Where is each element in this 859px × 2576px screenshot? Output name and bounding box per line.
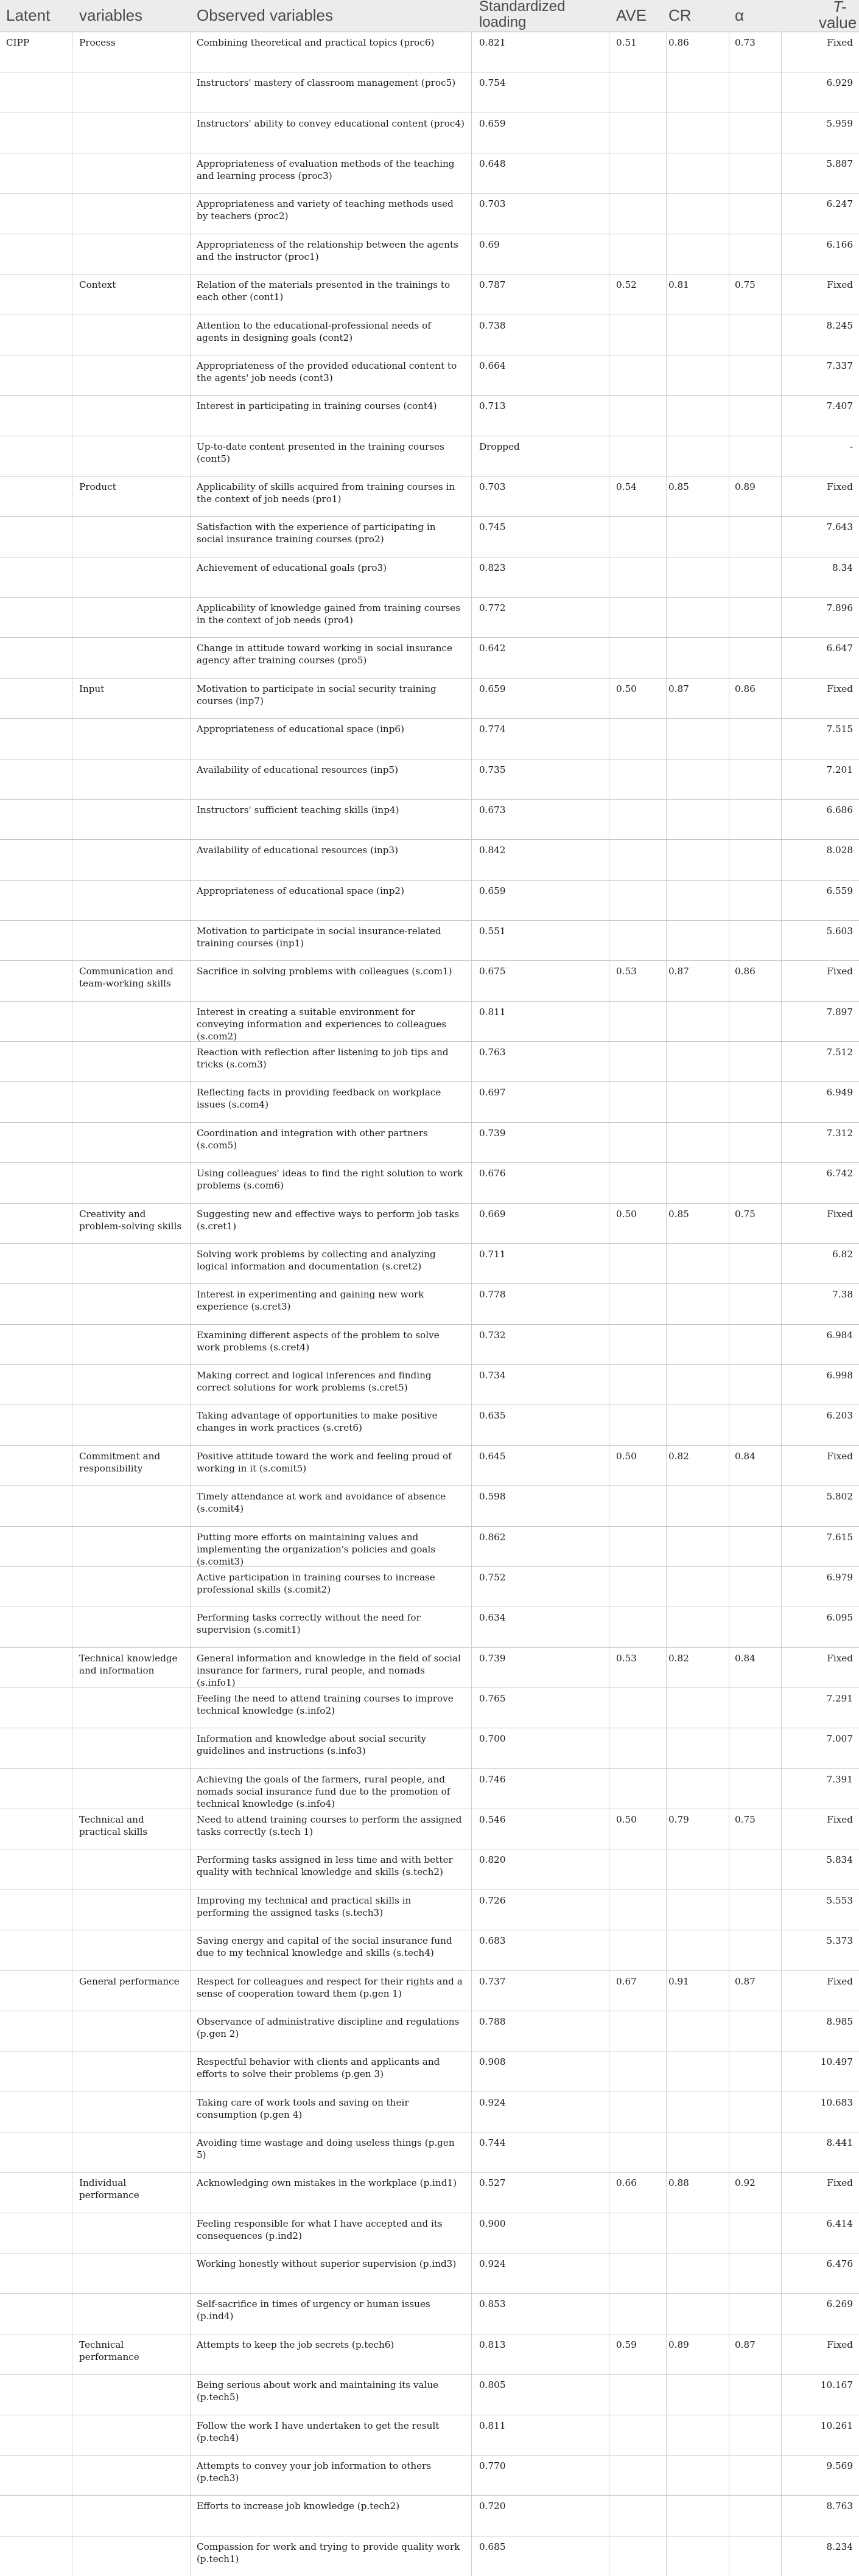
row-divider: [0, 1485, 859, 1486]
row-divider: [0, 1283, 859, 1284]
cell-loading: 0.703: [479, 198, 506, 210]
cell-variable: Commitment and responsibility: [79, 1450, 161, 1474]
cell-t-value: 6.82: [832, 1248, 853, 1260]
cell-t-value: 7.312: [826, 1127, 853, 1139]
cell-ave: 0.50: [616, 1814, 637, 1826]
cell-t-value: 7.007: [826, 1733, 853, 1745]
cell-t-value: 5.553: [826, 1894, 853, 1906]
row-divider: [0, 839, 859, 840]
cell-t-value: 7.897: [826, 1006, 853, 1017]
cell-observed: Examining different aspects of the problem to solve work problems (s.cret4): [197, 1329, 440, 1353]
cell-loading: 0.675: [479, 966, 506, 977]
header-tvalue-1: T-: [833, 0, 847, 16]
cell-loading: 0.720: [479, 2501, 506, 2512]
cell-t-value: -: [849, 441, 853, 452]
cell-loading: 0.805: [479, 2379, 506, 2391]
cell-t-value: 9.569: [826, 2460, 853, 2471]
cell-observed: Instructors' mastery of classroom management (proc5): [197, 77, 456, 89]
cell-ave: 0.66: [616, 2177, 637, 2189]
cell-observed: Solving work problems by collecting and analyzing logical information and documentation (s.cret2): [197, 1248, 436, 1272]
cell-ave: 0.54: [616, 481, 637, 493]
cell-variable: Product: [79, 481, 116, 493]
cell-observed: Positive attitude toward the work and feeling proud of working in it (s.comit5): [197, 1450, 452, 1474]
cell-loading: 0.823: [479, 562, 506, 573]
cell-loading: 0.664: [479, 360, 506, 371]
cell-loading: 0.676: [479, 1168, 506, 1179]
row-divider: [0, 1162, 859, 1163]
cell-loading: 0.811: [479, 2420, 506, 2431]
cell-loading: 0.685: [479, 2541, 506, 2552]
cell-observed: Interest in experimenting and gaining new work experience (s.cret3): [197, 1289, 424, 1313]
cell-ave: 0.50: [616, 683, 637, 694]
cell-cr: 0.82: [668, 1450, 689, 1462]
cell-loading: 0.763: [479, 1047, 506, 1058]
cell-observed: Relation of the materials presented in the trainings to each other (cont1): [197, 279, 451, 303]
cell-t-value: Fixed: [827, 1208, 853, 1220]
cell-loading: 0.774: [479, 724, 506, 735]
cell-ave: 0.50: [616, 1450, 637, 1462]
cell-observed: Working honestly without superior supervision (p.ind3): [197, 2258, 457, 2270]
row-divider: [0, 1566, 859, 1567]
cell-variable: Context: [79, 279, 116, 291]
cell-observed: Appropriateness of evaluation methods of the teaching and learning process (proc3): [197, 158, 455, 182]
row-divider: [0, 2172, 859, 2173]
cell-loading: 0.713: [479, 400, 506, 412]
row-divider: [0, 1526, 859, 1527]
cell-t-value: 6.949: [826, 1087, 853, 1098]
cell-loading: 0.744: [479, 2137, 506, 2148]
cell-observed: Appropriateness of educational space (inp6): [197, 724, 405, 735]
cell-observed: Feeling the need to attend training courses to improve technical knowledge (s.info2): [197, 1692, 454, 1716]
cell-observed: Motivation to participate in social security training courses (inp7): [197, 683, 437, 707]
cell-ave: 0.53: [616, 1652, 637, 1664]
cell-loading: 0.645: [479, 1450, 506, 1462]
cell-loading: 0.527: [479, 2177, 506, 2189]
cell-observed: Reflecting facts in providing feedback on workplace issues (s.com4): [197, 1087, 441, 1111]
cell-t-value: 7.407: [826, 400, 853, 412]
cell-loading: 0.648: [479, 158, 506, 170]
cell-observed: Attention to the educational-professional needs of agents in designing goals (cont2): [197, 319, 431, 343]
cell-observed: Need to attend training courses to perform the assigned tasks correctly (s.tech 1): [197, 1814, 462, 1838]
row-divider: [0, 1041, 859, 1042]
cell-t-value: 5.802: [826, 1491, 853, 1503]
cell-t-value: Fixed: [827, 1975, 853, 1987]
cell-observed: Efforts to increase job knowledge (p.tech2): [197, 2501, 400, 2512]
row-divider: [0, 1445, 859, 1446]
cell-observed: Attempts to keep the job secrets (p.tech6): [197, 2339, 394, 2350]
cell-variable: Input: [79, 683, 105, 694]
cell-observed: Observance of administrative discipline and regulations (p.gen 2): [197, 2016, 460, 2039]
cell-t-value: 5.834: [826, 1854, 853, 1866]
cell-observed: Availability of educational resources (inp5): [197, 764, 399, 775]
cell-t-value: 6.998: [826, 1370, 853, 1381]
cell-observed: Appropriateness of the provided educational content to the agents' job needs (cont3): [197, 360, 457, 383]
cell-observed: Applicability of skills acquired from training courses in the context of job needs (pro1): [197, 481, 455, 505]
cell-observed: Taking advantage of opportunities to make positive changes in work practices (s.cret6): [197, 1410, 438, 1434]
cell-t-value: 7.512: [826, 1047, 853, 1058]
cell-t-value: 6.269: [826, 2299, 853, 2310]
row-divider: [0, 2455, 859, 2456]
cell-loading: 0.734: [479, 1370, 506, 1381]
row-divider: [0, 1364, 859, 1365]
cell-cr: 0.85: [668, 1208, 689, 1220]
column-divider: [781, 32, 782, 2576]
cell-t-value: 6.095: [826, 1612, 853, 1624]
cell-observed: Feeling responsible for what I have accepted and its consequences (p.ind2): [197, 2218, 443, 2241]
cell-observed: Improving my technical and practical skills in performing the assigned tasks (s.tech3): [197, 1894, 412, 1918]
cell-t-value: 7.643: [826, 522, 853, 533]
row-divider: [0, 193, 859, 194]
cell-cr: 0.89: [668, 2339, 689, 2350]
cell-observed: Appropriateness of educational space (inp2): [197, 885, 405, 896]
cell-observed: Appropriateness of the relationship between the agents and the instructor (proc1): [197, 239, 458, 262]
cell-observed: Performing tasks correctly without the need for supervision (s.comit1): [197, 1612, 421, 1636]
cell-observed: Acknowledging own mistakes in the workplace (p.ind1): [197, 2177, 457, 2189]
cell-loading: 0.770: [479, 2460, 506, 2471]
cell-t-value: Fixed: [827, 2339, 853, 2350]
cell-loading: 0.737: [479, 1975, 506, 1987]
row-divider: [0, 1081, 859, 1082]
cell-variable: Technical knowledge and information: [79, 1652, 178, 1676]
cell-observed: Combining theoretical and practical topics (proc6): [197, 37, 435, 48]
row-divider: [0, 678, 859, 679]
cell-ave: 0.50: [616, 1208, 637, 1220]
header-alpha: α: [735, 6, 745, 24]
row-divider: [0, 799, 859, 800]
cell-observed: Saving energy and capital of the social insurance fund due to my technical knowledge and skills (s.tech4): [197, 1935, 452, 1959]
row-divider: [0, 1970, 859, 1971]
cell-cr: 0.79: [668, 1814, 689, 1826]
cell-t-value: 6.647: [826, 643, 853, 654]
cell-t-value: 7.515: [826, 724, 853, 735]
header-loading-2: loading: [479, 14, 527, 30]
cell-observed: General information and knowledge in the field of social insurance for farmers, rural people, and nomads (s.info1): [197, 1652, 461, 1688]
cell-cr: 0.87: [668, 966, 689, 977]
cell-t-value: 8.245: [826, 319, 853, 331]
cell-loading: 0.697: [479, 1087, 506, 1098]
cell-observed: Compassion for work and trying to provide quality work (p.tech1): [197, 2541, 460, 2564]
row-divider: [0, 2293, 859, 2294]
cell-t-value: 6.742: [826, 1168, 853, 1179]
row-divider: [0, 1768, 859, 1769]
header-loading-1: Standardized: [479, 0, 566, 15]
cell-loading: 0.862: [479, 1531, 506, 1543]
cell-loading: 0.703: [479, 481, 506, 493]
cell-t-value: 6.686: [826, 804, 853, 815]
row-divider: [0, 2495, 859, 2496]
cell-cr: 0.81: [668, 279, 689, 291]
cell-t-value: 10.261: [820, 2420, 853, 2431]
cell-t-value: 7.391: [826, 1773, 853, 1785]
cell-t-value: 10.683: [820, 2096, 853, 2108]
cell-loading: 0.546: [479, 1814, 506, 1826]
cell-variable: General performance: [79, 1975, 180, 1987]
cell-t-value: 6.979: [826, 1571, 853, 1583]
cell-loading: 0.820: [479, 1854, 506, 1866]
cell-loading: 0.700: [479, 1733, 506, 1745]
cell-loading: 0.842: [479, 845, 506, 856]
cell-t-value: 8.34: [832, 562, 853, 573]
cell-loading: 0.811: [479, 1006, 506, 1017]
cell-observed: Up-to-date content presented in the training courses (cont5): [197, 441, 444, 464]
cell-variable: Technical and practical skills: [79, 1814, 148, 1838]
cell-loading: 0.598: [479, 1491, 506, 1503]
cell-cr: 0.87: [668, 683, 689, 694]
cell-t-value: 7.201: [826, 764, 853, 775]
cell-observed: Coordination and integration with other partners (s.com5): [197, 1127, 428, 1151]
cell-observed: Availability of educational resources (inp3): [197, 845, 399, 856]
cell-observed: Making correct and logical inferences and finding correct solutions for work problems (s.cret5): [197, 1370, 432, 1394]
cell-t-value: Fixed: [827, 683, 853, 694]
cell-t-value: 6.166: [826, 239, 853, 250]
cell-alpha: 0.75: [735, 279, 756, 291]
cell-observed: Self-sacrifice in times of urgency or human issues (p.ind4): [197, 2299, 430, 2322]
cell-loading: 0.551: [479, 926, 506, 937]
cell-cr: 0.91: [668, 1975, 689, 1987]
row-divider: [0, 1243, 859, 1244]
cell-loading: 0.69: [479, 239, 500, 250]
cell-loading: 0.788: [479, 2016, 506, 2027]
cell-loading: 0.642: [479, 643, 506, 654]
cell-t-value: 6.559: [826, 885, 853, 896]
cell-t-value: 6.247: [826, 198, 853, 210]
cell-loading: 0.735: [479, 764, 506, 775]
cell-observed: Suggesting new and effective ways to perform job tasks (s.cret1): [197, 1208, 460, 1232]
cell-loading: 0.821: [479, 37, 506, 48]
row-divider: [0, 637, 859, 638]
cell-loading: 0.754: [479, 77, 506, 89]
cell-loading: 0.726: [479, 1894, 506, 1906]
cell-observed: Interest in creating a suitable environment for conveying information and experiences to colleagues (s.com2): [197, 1006, 447, 1042]
cell-t-value: 5.603: [826, 926, 853, 937]
cell-t-value: 10.167: [820, 2379, 853, 2391]
cell-loading: 0.739: [479, 1652, 506, 1664]
cell-observed: Sacrifice in solving problems with colleagues (s.com1): [197, 966, 452, 977]
row-divider: [0, 2374, 859, 2375]
cell-loading: 0.772: [479, 602, 506, 614]
header-cr: CR: [668, 6, 692, 24]
cell-t-value: Fixed: [827, 279, 853, 291]
cell-t-value: 6.476: [826, 2258, 853, 2270]
cell-cr: 0.82: [668, 1652, 689, 1664]
cell-t-value: 8.234: [826, 2541, 853, 2552]
cell-observed: Timely attendance at work and avoidance of absence (s.comit4): [197, 1491, 446, 1515]
header-ave: AVE: [616, 6, 647, 24]
cell-loading: 0.739: [479, 1127, 506, 1139]
cell-observed: Putting more efforts on maintaining values and implementing the organization's policies and goals (s.comit3): [197, 1531, 436, 1567]
cell-t-value: 6.929: [826, 77, 853, 89]
cell-observed: Instructors' sufficient teaching skills (inp4): [197, 804, 399, 815]
cell-cr: 0.85: [668, 481, 689, 493]
cell-alpha: 0.87: [735, 1975, 756, 1987]
row-divider: [0, 395, 859, 396]
cell-loading: 0.659: [479, 117, 506, 129]
cell-t-value: 8.028: [826, 845, 853, 856]
column-divider: [471, 32, 472, 2576]
cell-alpha: 0.73: [735, 37, 756, 48]
cell-loading: 0.900: [479, 2218, 506, 2229]
header-observed: Observed variables: [197, 6, 333, 24]
cell-observed: Follow the work I have undertaken to get the result (p.tech4): [197, 2420, 440, 2443]
cell-observed: Attempts to convey your job information to others (p.tech3): [197, 2460, 432, 2484]
cell-t-value: Fixed: [827, 37, 853, 48]
cell-variable: Technical performance: [79, 2339, 139, 2362]
cell-t-value: 7.615: [826, 1531, 853, 1543]
cell-t-value: 7.896: [826, 602, 853, 614]
cell-alpha: 0.86: [735, 966, 756, 977]
cell-t-value: 8.763: [826, 2501, 853, 2512]
cell-observed: Achieving the goals of the farmers, rural people, and nomads social insurance fund due to the promotion of technical knowledge (s.info4): [197, 1773, 451, 1809]
cell-loading: 0.669: [479, 1208, 506, 1220]
cell-observed: Reaction with reflection after listening to job tips and tricks (s.com3): [197, 1047, 449, 1070]
cell-t-value: 7.291: [826, 1692, 853, 1704]
row-divider: [0, 718, 859, 719]
cell-alpha: 0.86: [735, 683, 756, 694]
cell-ave: 0.59: [616, 2339, 637, 2350]
cell-t-value: Fixed: [827, 966, 853, 977]
cell-observed: Taking care of work tools and saving on their consumption (p.gen 4): [197, 2096, 409, 2120]
cell-latent: CIPP: [6, 37, 30, 48]
row-divider: [0, 920, 859, 921]
cell-loading: 0.738: [479, 319, 506, 331]
cell-cr: 0.86: [668, 37, 689, 48]
column-divider: [190, 32, 191, 2576]
cell-t-value: 8.985: [826, 2016, 853, 2027]
cell-variable: Communication and team-working skills: [79, 966, 174, 990]
cell-variable: Creativity and problem-solving skills: [79, 1208, 182, 1232]
row-divider: [0, 1122, 859, 1123]
cell-t-value: Fixed: [827, 2177, 853, 2189]
cell-observed: Using colleagues' ideas to find the right solution to work problems (s.com6): [197, 1168, 463, 1192]
cell-observed: Achievement of educational goals (pro3): [197, 562, 387, 573]
cell-loading: Dropped: [479, 441, 520, 452]
cell-t-value: 10.497: [820, 2056, 853, 2068]
header-variables: variables: [79, 6, 143, 24]
cell-alpha: 0.92: [735, 2177, 756, 2189]
cell-observed: Active participation in training courses to increase professional skills (s.comit2): [197, 1571, 435, 1595]
cell-observed: Instructors' ability to convey educational content (proc4): [197, 117, 465, 129]
cell-ave: 0.51: [616, 37, 637, 48]
cell-t-value: 5.887: [826, 158, 853, 170]
cell-observed: Respect for colleagues and respect for their rights and a sense of cooperation toward them (p.gen 1): [197, 1975, 463, 1999]
cell-alpha: 0.84: [735, 1450, 756, 1462]
cell-loading: 0.752: [479, 1571, 506, 1583]
header-latent: Latent: [6, 6, 51, 24]
cell-ave: 0.67: [616, 1975, 637, 1987]
column-divider: [666, 32, 667, 2576]
cell-loading: 0.745: [479, 522, 506, 533]
cell-observed: Change in attitude toward working in social insurance agency after training courses (pro5): [197, 643, 452, 666]
cell-loading: 0.711: [479, 1248, 506, 1260]
cell-loading: 0.924: [479, 2096, 506, 2108]
cell-t-value: 7.38: [832, 1289, 853, 1300]
row-divider: [0, 516, 859, 517]
cell-observed: Performing tasks assigned in less time and with better quality with technical knowledge and skills (s.tech2): [197, 1854, 453, 1878]
cell-observed: Respectful behavior with clients and applicants and efforts to solve their problems (p.gen 3): [197, 2056, 440, 2080]
cell-loading: 0.659: [479, 885, 506, 896]
cell-alpha: 0.75: [735, 1814, 756, 1826]
cell-t-value: 5.373: [826, 1935, 853, 1947]
cell-observed: Satisfaction with the experience of participating in social insurance training courses (pro2): [197, 522, 436, 545]
row-divider: [0, 1203, 859, 1204]
cell-alpha: 0.84: [735, 1652, 756, 1664]
cell-t-value: 6.203: [826, 1410, 853, 1422]
cell-alpha: 0.75: [735, 1208, 756, 1220]
cell-t-value: Fixed: [827, 1814, 853, 1826]
cell-observed: Being serious about work and maintaining its value (p.tech5): [197, 2379, 439, 2403]
cell-loading: 0.908: [479, 2056, 506, 2068]
cell-variable: Process: [79, 37, 116, 48]
cell-t-value: Fixed: [827, 1652, 853, 1664]
cell-loading: 0.732: [479, 1329, 506, 1341]
cell-loading: 0.765: [479, 1692, 506, 1704]
cell-observed: Applicability of knowledge gained from training courses in the context of job needs (pro4): [197, 602, 461, 626]
cell-t-value: 6.984: [826, 1329, 853, 1341]
row-divider: [0, 1647, 859, 1648]
cell-loading: 0.924: [479, 2258, 506, 2270]
cell-loading: 0.853: [479, 2299, 506, 2310]
cell-loading: 0.683: [479, 1935, 506, 1947]
cell-observed: Appropriateness and variety of teaching methods used by teachers (proc2): [197, 198, 454, 222]
cell-loading: 0.746: [479, 1773, 506, 1785]
cell-loading: 0.634: [479, 1612, 506, 1624]
cell-loading: 0.778: [479, 1289, 506, 1300]
row-divider: [0, 1324, 859, 1325]
cell-observed: Motivation to participate in social insurance-related training courses (inp1): [197, 926, 441, 949]
cell-alpha: 0.87: [735, 2339, 756, 2350]
row-divider: [0, 1001, 859, 1002]
cell-variable: Individual performance: [79, 2177, 139, 2201]
cell-loading: 0.659: [479, 683, 506, 694]
cell-ave: 0.52: [616, 279, 637, 291]
cell-cr: 0.88: [668, 2177, 689, 2189]
cell-t-value: 8.441: [826, 2137, 853, 2148]
cell-observed: Interest in participating in training courses (cont4): [197, 400, 437, 412]
cell-observed: Information and knowledge about social security guidelines and instructions (s.info3): [197, 1733, 427, 1757]
cell-t-value: 5.959: [826, 117, 853, 129]
cell-alpha: 0.89: [735, 481, 756, 493]
cell-t-value: Fixed: [827, 481, 853, 493]
cell-loading: 0.787: [479, 279, 506, 291]
cell-loading: 0.813: [479, 2339, 506, 2350]
row-divider: [0, 880, 859, 881]
cell-loading: 0.635: [479, 1410, 506, 1422]
cell-t-value: Fixed: [827, 1450, 853, 1462]
cell-ave: 0.53: [616, 966, 637, 977]
cell-t-value: 6.414: [826, 2218, 853, 2229]
cell-observed: Avoiding time wastage and doing useless things (p.gen 5): [197, 2137, 455, 2160]
row-divider: [0, 960, 859, 961]
cell-loading: 0.673: [479, 804, 506, 815]
header-tvalue-2: value: [819, 13, 857, 32]
row-divider: [0, 597, 859, 598]
cell-t-value: 7.337: [826, 360, 853, 371]
